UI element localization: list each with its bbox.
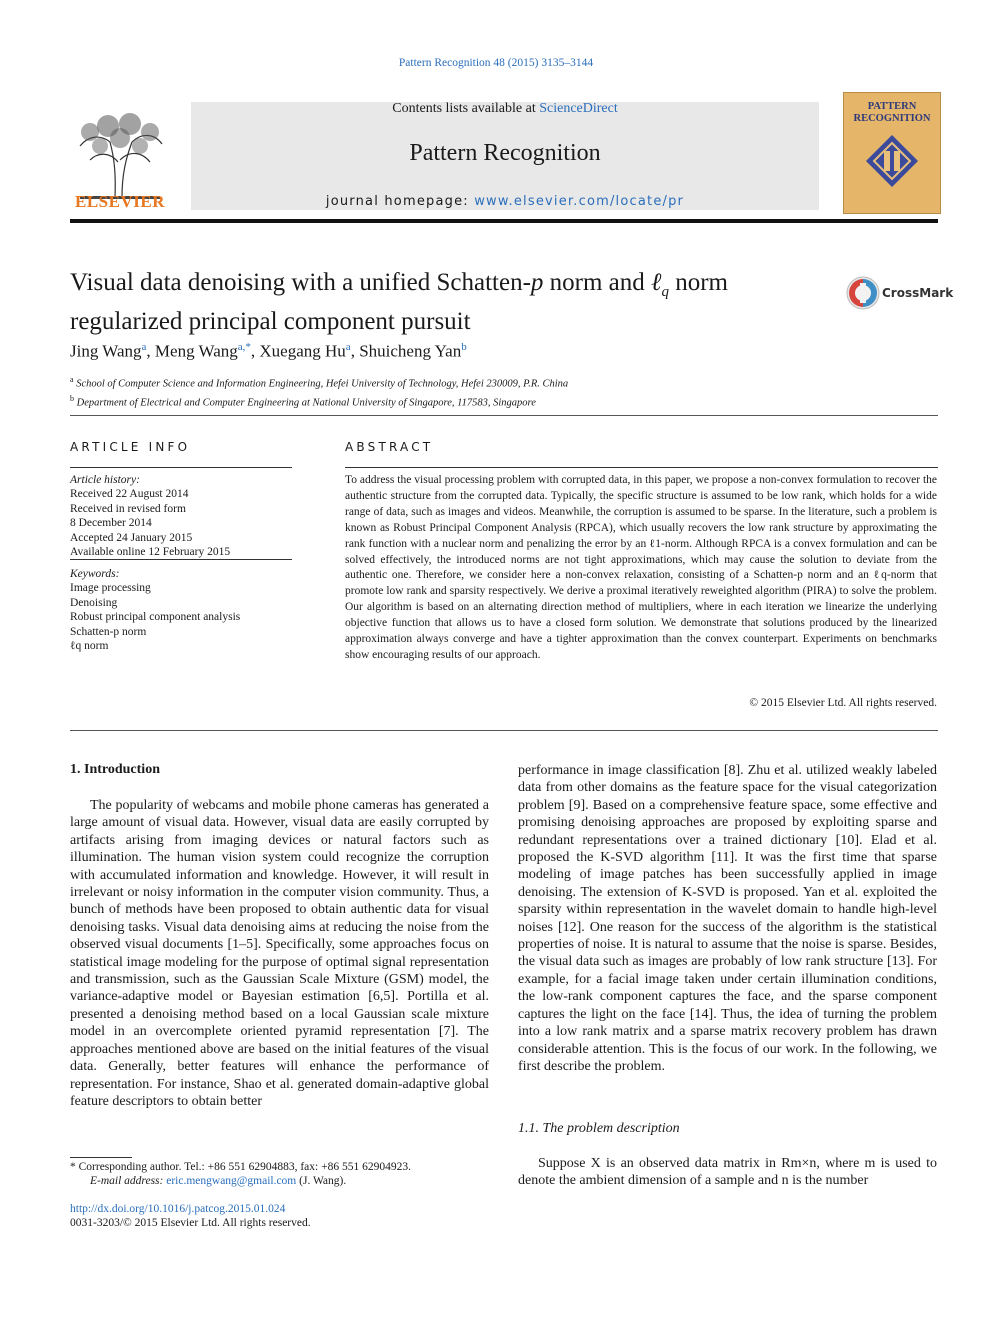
title-line-1 — [70, 268, 830, 307]
keyword-item: Robust principal component analysis — [70, 611, 241, 624]
title-line-2: regularized principal component pursuit — [70, 308, 471, 335]
title-part-c: norm — [668, 269, 728, 296]
left-column — [70, 797, 489, 1110]
homepage-line — [191, 194, 819, 209]
affiliation-b — [70, 392, 568, 411]
homepage-link[interactable]: www.elsevier.com/locate/pr — [474, 194, 685, 209]
problem-paragraph: Suppose X is an observed data matrix in Rm×n, where m is used to denote the ambient dimension of a sample and n is the number — [518, 1156, 937, 1189]
history-label: Article history: — [70, 474, 140, 486]
journal-title: Pattern Recognition — [409, 140, 601, 166]
article-info-rule — [70, 467, 292, 468]
article-history — [70, 473, 295, 559]
email-line — [70, 1174, 490, 1188]
corresponding-author-note: * Corresponding author. Tel.: +86 551 62904883, fax: +86 551 62904923. — [70, 1161, 411, 1173]
abstract-bottom-rule — [70, 730, 938, 731]
author-4-sup[interactable]: b — [461, 341, 467, 353]
email-suffix: (J. Wang). — [296, 1175, 347, 1188]
author-2[interactable]: Meng Wang — [154, 341, 238, 361]
keyword-item: Denoising — [70, 596, 118, 609]
right-column — [518, 762, 937, 1075]
crossmark-icon[interactable] — [846, 276, 880, 310]
contents-line — [191, 101, 819, 117]
footnote — [70, 1160, 490, 1189]
homepage-prefix: journal homepage: — [325, 194, 475, 209]
abstract-heading: ABSTRACT — [345, 440, 434, 454]
history-item: Accepted 24 January 2015 — [70, 531, 193, 544]
paper-title — [70, 268, 830, 336]
sciencedirect-link[interactable]: ScienceDirect — [539, 101, 618, 116]
history-item: Available online 12 February 2015 — [70, 546, 231, 559]
subsection-heading: 1.1. The problem description — [518, 1121, 680, 1136]
author-list: Jing Wang$^a$, Meng Wang$^{a,*}$, Xuegang Hu$^a$, Shuicheng Yan$^b$ — [70, 341, 467, 361]
journal-citation[interactable]: Pattern Recognition 48 (2015) 3135–3144 — [398, 57, 594, 69]
footnote-rule — [70, 1157, 132, 1158]
cover-title-line2: RECOGNITION — [853, 113, 931, 124]
title-q: q — [661, 284, 669, 300]
abstract-text: To address the visual processing problem with corrupted data, in this paper, we propose a non-convex formulation to recover the authentic structure from the corrupted data. Typically, the specific structure is assumed to be low rank, which holds for a wide range of data, such as images and videos. Meanwhile, the corruption is assumed to be sparse. In the literature, such a problem is known as Robust Principal Component Analysis (RPCA), which usually recovers the low rank structure by approximating the rank function with a nuclear norm and penalizing the error by an ℓ1-norm. Although RPCA is a convex formulation and can be solved effectively, the introduced norms are not tight approximations, which may cause the solution to deviate from the authentic one. Therefore, we consider here a non-convex relaxation, consisting of a Schatten-p norm and an ℓq-norm that promote low rank and sparsity respectively. We derive a proximal iteratively reweighted algorithm (PIRA) to solve the problem. Our algorithm is based on an alternating direction method of multipliers, where in each iteration we linearize the underlying objective function that allows us to have a closed form solution. We demonstrate that solutions produced by the linearized approximation always converge and have a tighter approximation than the convex counterpart. Experiments on benchmarks show encouraging results of our approach. — [345, 474, 937, 661]
intro-paragraph: The popularity of webcams and mobile phone cameras has generated a large amount of visual data. However, visual data are easily corrupted by artifacts arising from imaging devices or natural factors such as illumination. The human vision system could recognize the corruption with accumulated information and knowledge. However, it will result in irrelevant or noisy information in the computer vision community. Thus, a bunch of methods have been proposed to obtain authentic data for visual denoising tasks. Visual data denoising aims at reducing the noise from the observed visual documents [1–5]. Specifically, some approaches focus on statistical image modeling for the purpose of optimal signal representation and transmission, such as the Gaussian Scale Mixture (GSM) model, the variance-adaptive model or Bayesian estimation [6,5]. Portilla et al. presented a denoising method based on a local Gaussian scale mixture model in an overcomplete oriented pyramid representation [7]. The approaches mentioned above are based on the initial features of the visual data. Generally, better features will enhance the performance of representation. For instance, Shao et al. generated domain-adaptive global feature descriptors to obtain better — [70, 798, 489, 1109]
affiliations — [70, 373, 568, 410]
affiliation-a-text: School of Computer Science and Information Engineering, Hefei University of Technology, Hefei 230009, P.R. China — [76, 378, 569, 390]
author-1[interactable]: Jing Wang — [70, 341, 142, 361]
title-part-b: norm and — [543, 269, 652, 296]
keyword-item: ℓq norm — [70, 640, 109, 653]
title-part-a: Visual data denoising with a unified Schatten- — [70, 269, 531, 296]
keyword-item: Image processing — [70, 582, 151, 595]
history-item: 8 December 2014 — [70, 517, 152, 530]
article-info-heading: ARTICLE INFO — [70, 440, 191, 454]
doi-link[interactable]: http://dx.doi.org/10.1016/j.patcog.2015.01.024 — [70, 1203, 286, 1215]
journal-cover[interactable] — [843, 92, 941, 214]
author-3[interactable]: Xuegang Hu — [259, 341, 346, 361]
author-2-sup[interactable]: a,* — [237, 341, 251, 353]
affiliation-a-sup: a — [70, 375, 74, 384]
abstract-copyright: © 2015 Elsevier Ltd. All rights reserved. — [749, 697, 937, 709]
email-label: E-mail address: — [90, 1175, 167, 1188]
problem-column — [518, 1155, 937, 1190]
author-3-sup[interactable]: a — [345, 341, 351, 353]
cover-emblem-icon — [864, 133, 920, 189]
title-rule — [70, 415, 938, 416]
history-rule — [70, 559, 292, 560]
issn-line: 0031-3203/© 2015 Elsevier Ltd. All rights reserved. — [70, 1217, 311, 1230]
crossmark-label[interactable]: CrossMark — [882, 286, 954, 300]
history-item: Received 22 August 2014 — [70, 488, 189, 501]
header-rule — [70, 219, 938, 223]
keyword-item: Schatten-p norm — [70, 625, 147, 638]
keywords — [70, 567, 295, 653]
contents-prefix: Contents lists available at — [392, 101, 540, 116]
keywords-label: Keywords: — [70, 568, 120, 580]
author-1-sup[interactable]: a — [141, 341, 147, 353]
affiliation-b-sup: b — [70, 393, 74, 403]
cover-title-line1: PATTERN — [867, 101, 917, 112]
affiliation-b-text: Department of Electrical and Computer Engineering at National University of Singapore, 117583, Singapore — [76, 397, 536, 408]
title-ell: ℓ — [651, 269, 662, 296]
author-4[interactable]: Shuicheng Yan — [359, 341, 462, 361]
abstract-rule — [345, 467, 938, 468]
email-link[interactable]: eric.mengwang@gmail.com — [166, 1175, 297, 1188]
affiliation-a — [70, 373, 568, 392]
section-heading-introduction: 1. Introduction — [70, 762, 160, 777]
title-p: p — [530, 269, 544, 296]
doi-block — [70, 1202, 311, 1231]
history-item: Received in revised form — [70, 502, 186, 515]
intro-paragraph-continued: performance in image classification [8]. Zhu et al. utilized weakly labeled data from other domains as the feature space for the visual categorization problem [9]. Based on a comprehensive feature space, some effective and promising denoising approaches are proposed by exploiting sparse and redundant representations over a trained dictionary [10]. Elad et al. proposed the K-SVD algorithm [11]. It was the first time that sparse modeling of image patches has been successfully applied in image denoising. The extension of K-SVD is proposed. Yan et al. exploited the sparsity within representation in the wavelet domain to handle high-level noises [12]. One reason for the success of the algorithm is the statistical properties of noise. It is natural to assume that the noise is sparse. Besides, the visual data such as images are probably of low rank structure [13]. For example, for a facial image taken under certain illumination conditions, the low-rank component captures the face, and the sparse component captures the light on the face [14]. Thus, the idea of turning the problem into a low rank matrix and a sparse matrix recovery problem has drawn considerable attention. This is the focus of our work. In the following, we first describe the problem. — [518, 763, 937, 1074]
elsevier-wordmark: ELSEVIER — [75, 192, 165, 211]
cover-title — [844, 101, 940, 125]
